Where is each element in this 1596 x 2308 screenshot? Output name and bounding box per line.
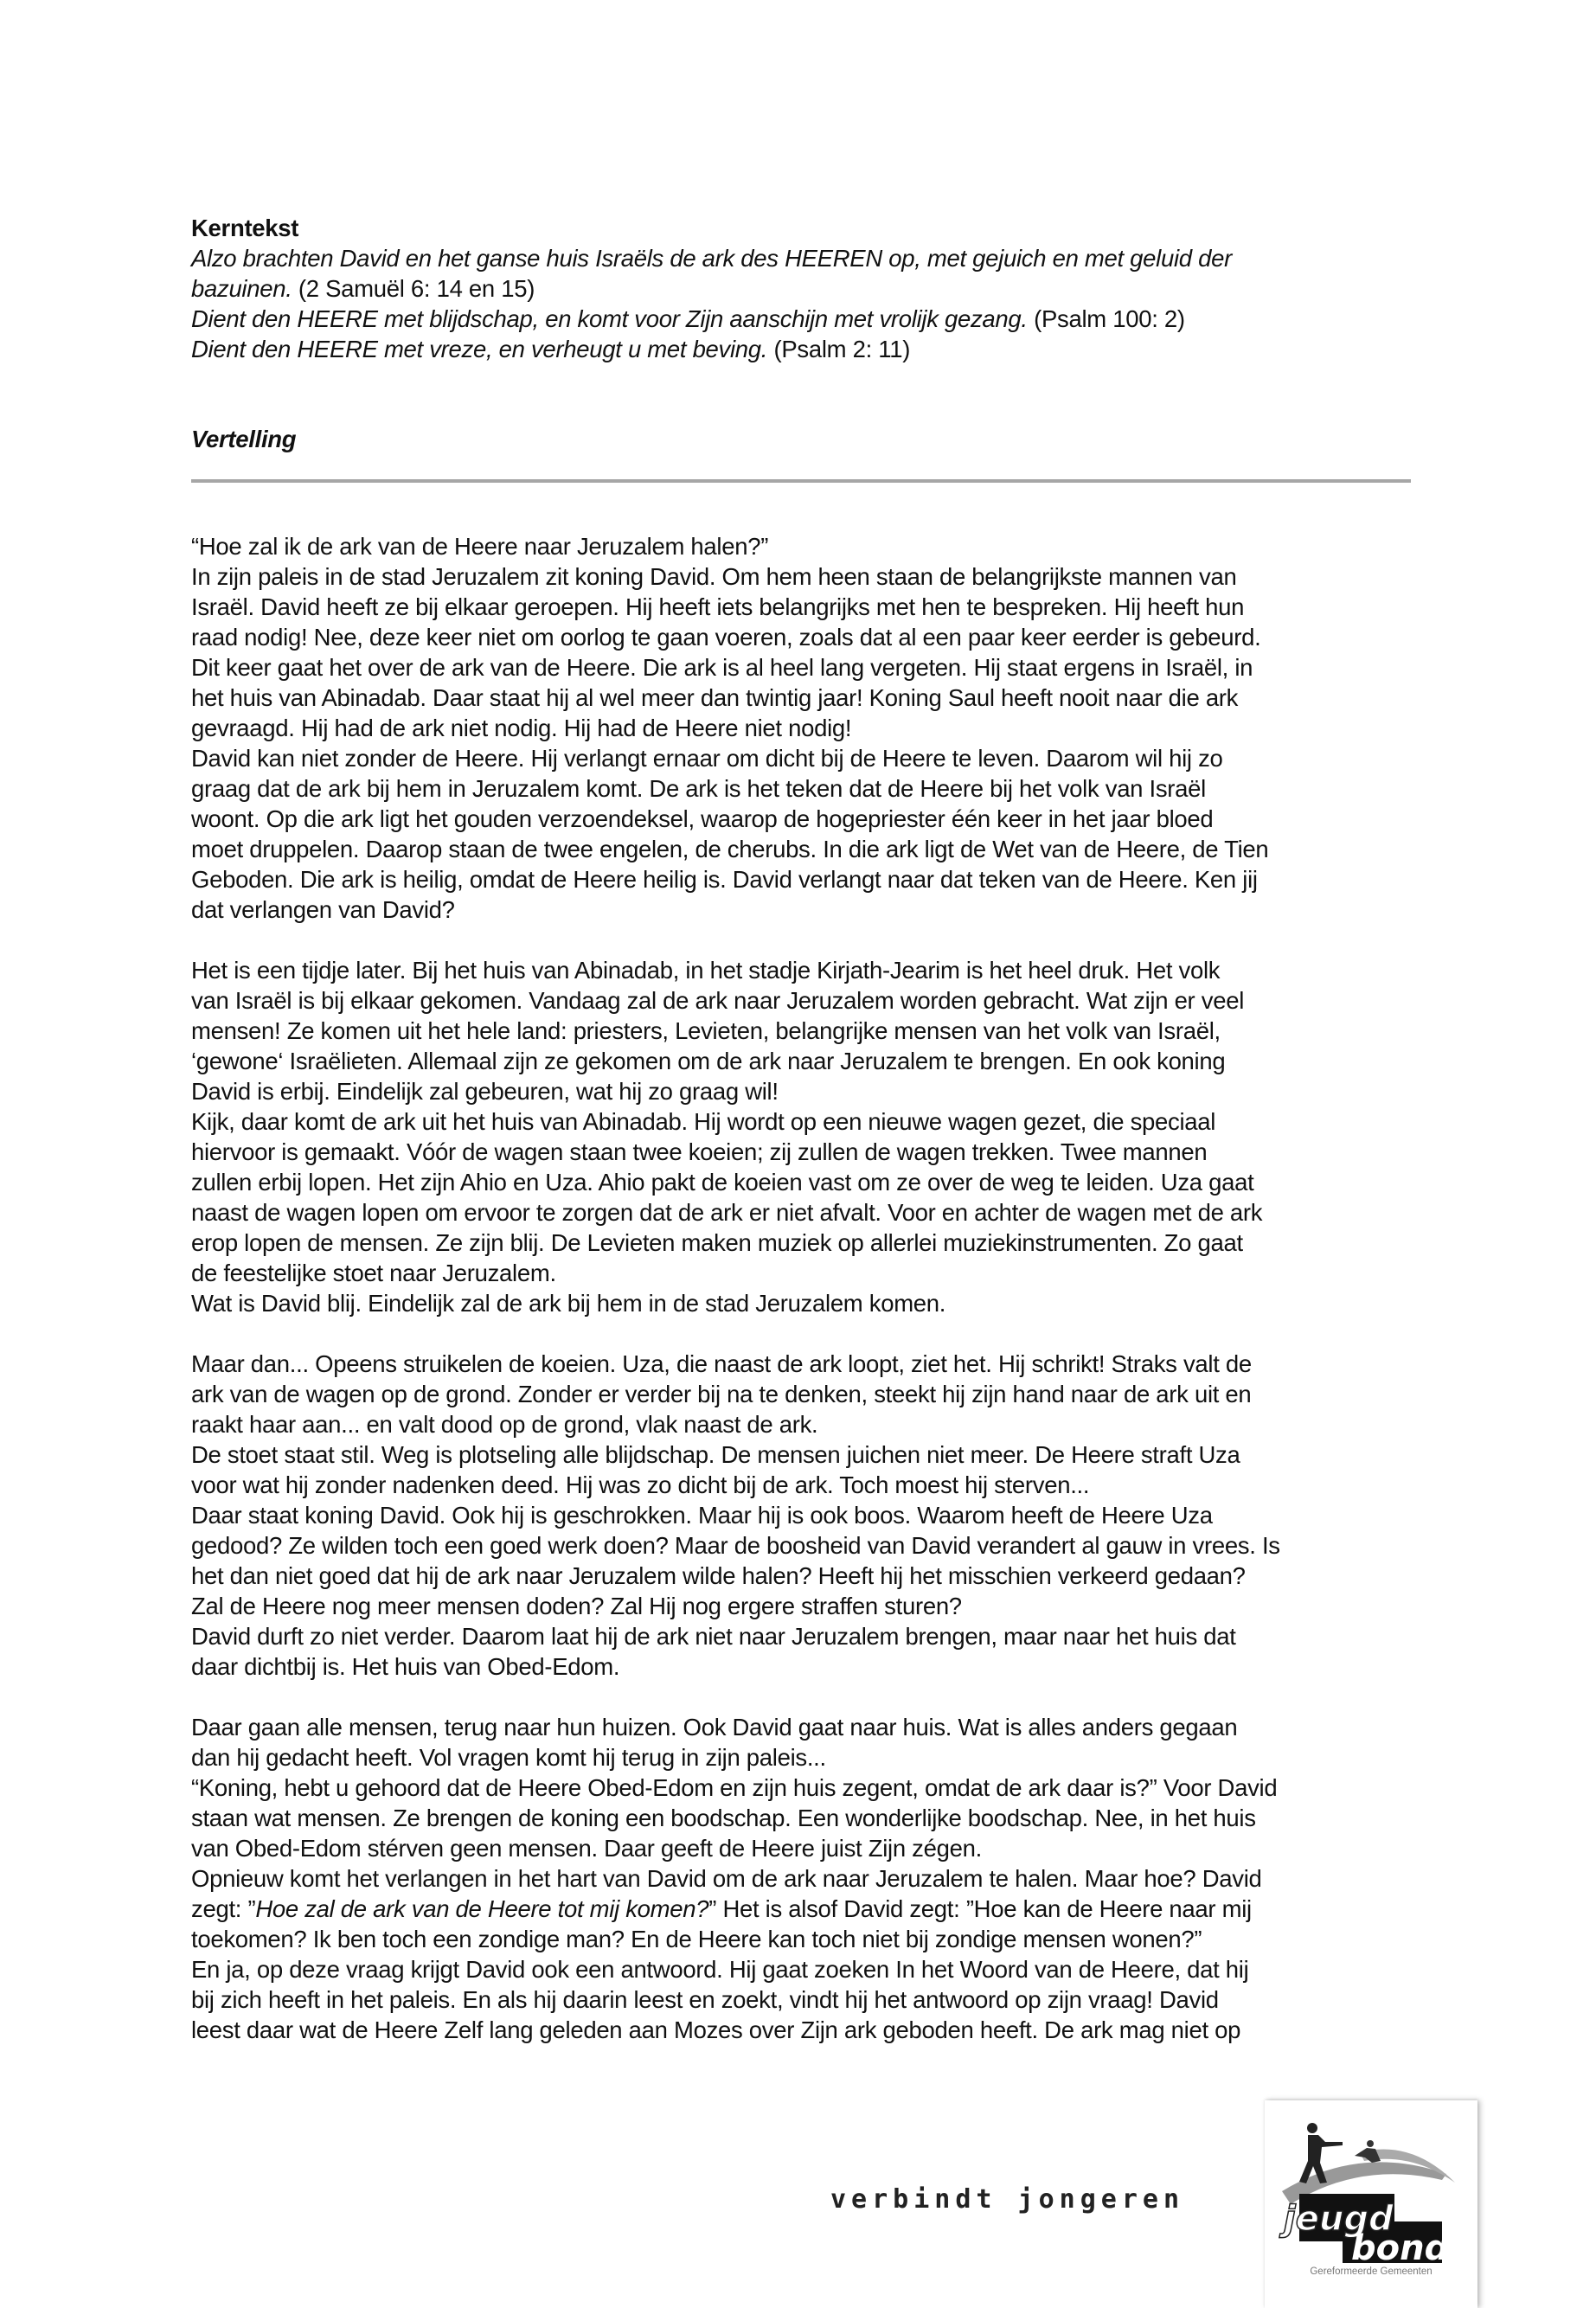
horizontal-divider (191, 479, 1411, 483)
text-line (191, 1046, 1420, 1076)
text-line (191, 1591, 1420, 1621)
text-line (191, 743, 1420, 773)
text-segment: bij zich heeft in het paleis. En als hij daarin leest en zoekt, vindt hij het antwoord op zijn vraag! David (191, 1986, 1219, 2013)
text-line (191, 592, 1420, 622)
text-segment: raad nodig! Nee, deze keer niet om oorlog te gaan voeren, zoals dat al een paar keer eerder is gebeurd. (191, 624, 1261, 651)
text-segment: erop lopen de mensen. Ze zijn blij. De Levieten maken muziek op allerlei muziekinstrumenten. Zo gaat (191, 1229, 1243, 1256)
blank-line (191, 925, 1420, 955)
text-segment: raakt haar aan... en valt dood op de grond, vlak naast de ark. (191, 1411, 818, 1438)
text-line (191, 1106, 1420, 1137)
text-segment: ‘gewone‘ Israëlieten. Allemaal zijn ze gekomen om de ark naar Jeruzalem te brengen. En ook koning (191, 1048, 1226, 1074)
text-segment: naast de wagen lopen om ervoor te zorgen dat de ark er niet afvalt. Voor en achter de wagen met de ark (191, 1199, 1263, 1226)
text-line (191, 1016, 1420, 1046)
text-line (191, 1137, 1420, 1167)
text-line (191, 1228, 1420, 1258)
text-segment: Maar dan... Opeens struikelen de koeien. Uza, die naast de ark loopt, ziet het. Hij schrikt! Straks valt de (191, 1350, 1252, 1377)
text-segment: Daar staat koning David. Ook hij is geschrokken. Maar hij is ook boos. Waarom heeft de Heere Uza (191, 1502, 1213, 1529)
text-line (191, 1167, 1420, 1197)
text-segment: daar dichtbij is. Het huis van Obed-Edom. (191, 1653, 620, 1680)
text-line (191, 1197, 1420, 1228)
text-line (191, 1803, 1420, 1833)
text-segment: Opnieuw komt het verlangen in het hart van David om de ark naar Jeruzalem te halen. Maar hoe? David (191, 1865, 1262, 1892)
text-line (191, 1409, 1420, 1439)
text-segment: zullen erbij lopen. Het zijn Ahio en Uza. Ahio pakt de koeien vast om ze over de weg te leiden. Uza gaat (191, 1169, 1254, 1196)
section-heading (191, 424, 1420, 454)
italic-text: Alzo brachten David en het ganse huis Israëls de ark des HEEREN op, met gejuich en met geluid der (191, 245, 1232, 272)
text-segment: Zal de Heere nog meer mensen doden? Zal Hij nog ergere straffen sturen? (191, 1593, 962, 1619)
text-line (191, 955, 1420, 985)
text-segment: David kan niet zonder de Heere. Hij verlangt ernaar om dicht bij de Heere te leven. Daarom wil hij zo (191, 745, 1223, 772)
text-segment: (Psalm 100: 2) (1027, 305, 1185, 332)
text-segment: Geboden. Die ark is heilig, omdat de Heere heilig is. David verlangt naar dat teken van de Heere. Ken jij (191, 866, 1258, 893)
text-segment: Het is een tijdje later. Bij het huis van Abinadab, in het stadje Kirjath-Jearim is het heel druk. Het volk (191, 957, 1221, 984)
text-line (191, 304, 1420, 334)
text-line (191, 834, 1420, 864)
text-segment: ” Het is alsof David zegt: ”Hoe kan de Heere naar mij (708, 1895, 1252, 1922)
text-segment: zegt: ” (191, 1895, 256, 1922)
text-line (191, 1742, 1420, 1773)
text-line (191, 1561, 1420, 1591)
blank-line (191, 1682, 1420, 1712)
text-line (191, 1258, 1420, 1288)
text-line (191, 1349, 1420, 1379)
logo-graphic-icon (1265, 2100, 1477, 2273)
text-line (191, 1833, 1420, 1863)
text-segment: (Psalm 2: 11) (767, 336, 911, 362)
text-segment: David durft zo niet verder. Daarom laat hij de ark niet naar Jeruzalem brengen, maar naar het huis dat (191, 1623, 1236, 1650)
logo-subtitle: Gereformeerde Gemeenten (1310, 2266, 1433, 2277)
jeugdbond-logo (1265, 2100, 1477, 2308)
text-line (191, 1863, 1420, 1894)
text-segment: gevraagd. Hij had de ark niet nodig. Hij had de Heere niet nodig! (191, 715, 852, 741)
text-line (191, 531, 1420, 561)
text-segment: David is erbij. Eindelijk zal gebeuren, wat hij zo graag wil! (191, 1078, 779, 1105)
text-line (191, 864, 1420, 894)
blank-line (191, 1318, 1420, 1349)
text-segment: staan wat mensen. Ze brengen de koning een boodschap. Een wonderlijke boodschap. Nee, in het huis (191, 1805, 1256, 1831)
svg-text:bond: bond (1351, 2228, 1450, 2268)
kerntekst-section (191, 213, 1420, 364)
text-line (191, 334, 1420, 364)
text-line (191, 652, 1420, 683)
text-line (191, 1500, 1420, 1530)
kerntekst-heading: Kerntekst (191, 215, 299, 241)
text-line (191, 773, 1420, 804)
text-line (191, 985, 1420, 1016)
text-segment: De stoet staat stil. Weg is plotseling alle blijdschap. De mensen juichen niet meer. De Heere straft Uza (191, 1441, 1240, 1468)
svg-text:jeugd: jeugd (1284, 2199, 1394, 2239)
text-segment: En ja, op deze vraag krijgt David ook een antwoord. Hij gaat zoeken In het Woord van de Heere, dat hij (191, 1956, 1249, 1983)
text-line (191, 1984, 1420, 2015)
text-segment: de feestelijke stoet naar Jeruzalem. (191, 1260, 556, 1286)
text-segment: Israël. David heeft ze bij elkaar geroepen. Hij heeft iets belangrijks met hen te bespreken. Hij heeft hun (191, 593, 1245, 620)
italic-text: Hoe zal de ark van de Heere tot mij komen? (255, 1895, 709, 1922)
text-segment: (2 Samuël 6: 14 en 15) (292, 275, 535, 302)
story-text (191, 531, 1420, 2045)
kerntekst-verses (191, 243, 1420, 364)
text-line (191, 622, 1420, 652)
text-line (191, 894, 1420, 925)
italic-text: bazuinen. (191, 275, 292, 302)
text-line (191, 1924, 1420, 1954)
vertelling-heading: Vertelling (191, 426, 297, 452)
text-segment: toekomen? Ik ben toch een zondige man? En de Heere kan toch niet bij zondige mensen wonen?” (191, 1926, 1202, 1952)
text-segment: voor wat hij zonder nadenken deed. Hij was zo dicht bij de ark. Toch moest hij sterven... (191, 1471, 1090, 1498)
footer-slogan: verbindt jongeren (830, 2184, 1185, 2215)
text-segment: “Hoe zal ik de ark van de Heere naar Jeruzalem halen?” (191, 533, 769, 560)
text-line (191, 243, 1420, 273)
text-segment: het huis van Abinadab. Daar staat hij al wel meer dan twintig jaar! Koning Saul heeft nooit naar die ark (191, 684, 1239, 711)
text-segment: van Obed-Edom stérven geen mensen. Daar geeft de Heere juist Zijn zégen. (191, 1835, 982, 1862)
text-segment: Wat is David blij. Eindelijk zal de ark bij hem in de stad Jeruzalem komen. (191, 1290, 946, 1317)
text-segment: het dan niet goed dat hij de ark naar Jeruzalem wilde halen? Heeft hij het misschien verkeerd gedaan? (191, 1562, 1246, 1589)
text-line (191, 804, 1420, 834)
text-segment: hiervoor is gemaakt. Vóór de wagen staan twee koeien; zij zullen de wagen trekken. Twee mannen (191, 1138, 1208, 1165)
text-line (191, 683, 1420, 713)
text-line (191, 273, 1420, 304)
text-segment: moet druppelen. Daarop staan de twee engelen, de cherubs. In die ark ligt de Wet van de Heere, de Tien (191, 836, 1269, 862)
text-line (191, 1894, 1420, 1924)
text-segment: Dit keer gaat het over de ark van de Heere. Die ark is al heel lang vergeten. Hij staat ergens in Israël, in (191, 654, 1253, 681)
text-line (191, 1470, 1420, 1500)
italic-text: Dient den HEERE met vreze, en verheugt u met beving. (191, 336, 768, 362)
text-line (191, 1288, 1420, 1318)
text-line (191, 713, 1420, 743)
text-segment: In zijn paleis in de stad Jeruzalem zit koning David. Om hem heen staan de belangrijkste mannen van (191, 563, 1237, 590)
text-line (191, 561, 1420, 592)
text-line (191, 1621, 1420, 1651)
text-segment: van Israël is bij elkaar gekomen. Vandaag zal de ark naar Jeruzalem worden gebracht. Wat zijn er veel (191, 987, 1245, 1014)
text-segment: ark van de wagen op de grond. Zonder er verder bij na te denken, steekt hij zijn hand naar de ark uit en (191, 1381, 1252, 1407)
text-segment: leest daar wat de Heere Zelf lang geleden aan Mozes over Zijn ark geboden heeft. De ark mag niet op (191, 2016, 1241, 2043)
text-line (191, 1651, 1420, 1682)
text-line (191, 2015, 1420, 2045)
text-segment: dat verlangen van David? (191, 896, 455, 923)
text-line (191, 1530, 1420, 1561)
text-line (191, 1379, 1420, 1409)
text-segment: mensen! Ze komen uit het hele land: priesters, Levieten, belangrijke mensen van het volk van Israël, (191, 1017, 1221, 1044)
text-segment: Daar gaan alle mensen, terug naar hun huizen. Ook David gaat naar huis. Wat is alles anders gegaan (191, 1714, 1238, 1741)
text-line (191, 1076, 1420, 1106)
text-line (191, 1439, 1420, 1470)
text-segment: Kijk, daar komt de ark uit het huis van Abinadab. Hij wordt op een nieuwe wagen gezet, die speciaal (191, 1108, 1216, 1135)
italic-text: Dient den HEERE met blijdschap, en komt voor Zijn aanschijn met vrolijk gezang. (191, 305, 1028, 332)
text-segment: gedood? Ze wilden toch een goed werk doen? Maar de boosheid van David verandert al gauw in vrees. Is (191, 1532, 1280, 1559)
text-segment: graag dat de ark bij hem in Jeruzalem komt. De ark is het teken dat de Heere bij het volk van Israël (191, 775, 1206, 802)
text-segment: dan hij gedacht heeft. Vol vragen komt hij terug in zijn paleis... (191, 1744, 826, 1771)
text-segment: “Koning, hebt u gehoord dat de Heere Obed-Edom en zijn huis zegent, omdat de ark daar is?” Voor David (191, 1774, 1278, 1801)
text-line (191, 1773, 1420, 1803)
text-line (191, 1712, 1420, 1742)
text-segment: woont. Op die ark ligt het gouden verzoendeksel, waarop de hogepriester één keer in het jaar bloed (191, 805, 1214, 832)
text-line (191, 1954, 1420, 1984)
